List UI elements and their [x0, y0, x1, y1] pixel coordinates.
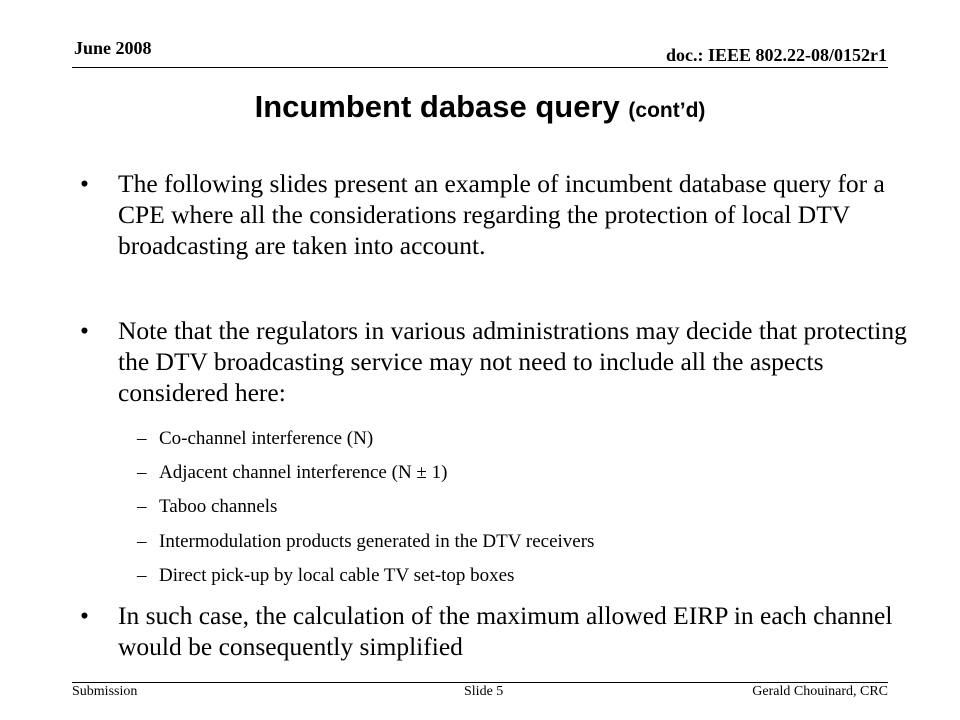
sub-bullet-text: Direct pick-up by local cable TV set-top boxes: [159, 565, 515, 586]
sub-bullet-marker: –: [137, 462, 147, 483]
footer-submission: Submission: [72, 684, 138, 699]
bullet-text: The following slides present an example of incumbent database query for a CPE where all the considerations regarding the protection of local DTV broadcasting are taken into account.: [118, 169, 885, 260]
sub-bullet-text: Taboo channels: [159, 496, 278, 517]
header-divider: [72, 67, 888, 68]
slide-title: [0, 87, 960, 131]
sub-bullet-item: [137, 495, 899, 519]
header-date: June 2008: [74, 38, 152, 58]
sub-bullet-text: Intermodulation products generated in the DTV receivers: [159, 531, 595, 552]
bullet-item: [80, 600, 908, 662]
sub-bullet-item: [137, 461, 899, 485]
footer-divider: [72, 682, 888, 683]
header-doc-id: doc.: IEEE 802.22-08/0152r1: [665, 45, 887, 65]
sub-bullet-marker: –: [137, 428, 147, 449]
sub-bullet-marker: –: [137, 531, 147, 552]
bullet-marker: •: [80, 316, 89, 345]
sub-bullet-marker: –: [137, 565, 147, 586]
footer-slide-number: Slide 5: [464, 684, 504, 699]
sub-bullet-item: [137, 530, 899, 554]
bullet-marker: •: [80, 169, 89, 198]
bullet-item: [80, 315, 908, 408]
bullet-item: [80, 168, 908, 261]
sub-bullet-text: Co-channel interference (N): [159, 428, 374, 449]
sub-bullet-item: [137, 427, 899, 451]
slide-title-main: Incumbent dabase query: [254, 89, 620, 124]
bullet-marker: •: [80, 601, 89, 630]
footer-author: Gerald Chouinard, CRC: [752, 684, 888, 699]
bullet-text: In such case, the calculation of the maximum allowed EIRP in each channel would be consequently simplified: [118, 601, 893, 661]
slide-title-suffix: (cont’d): [628, 99, 706, 122]
bullet-text: Note that the regulators in various administrations may decide that protecting the DTV broadcasting service may not need to include all the aspects considered here:: [118, 316, 907, 407]
sub-bullet-item: [137, 564, 899, 588]
sub-bullet-text: Adjacent channel interference (N ± 1): [159, 462, 448, 483]
sub-bullet-marker: –: [137, 496, 147, 517]
